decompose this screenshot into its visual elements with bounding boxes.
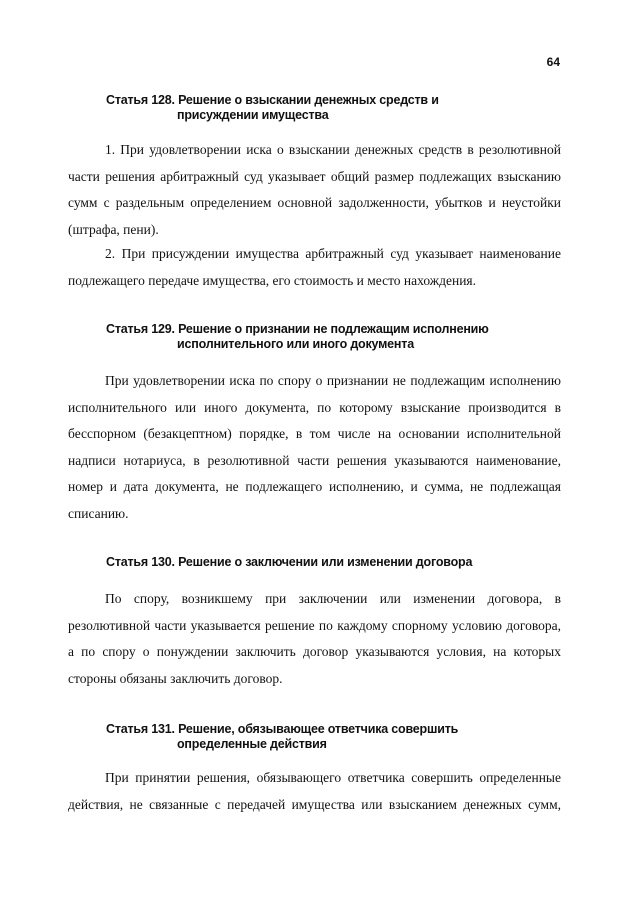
article-129-heading-line2: исполнительного или иного документа [177,337,414,351]
article-130-heading [106,555,546,570]
page-number: 64 [546,55,560,69]
article-130-paragraph-1: По спору, возникшему при заключении или изменении договора, в резолютивной части указывается решение по каждому спорному условию договора, а по спору о понуждении заключить договор указываются условия, на которых стороны обязаны заключить договор. [68,591,561,686]
article-130-heading-line1: Статья 130. Решение о заключении или изменении договора [106,555,473,569]
article-131-heading-line2: определенные действия [177,737,327,751]
article-128-heading-line1: Статья 128. Решение о взыскании денежных средств и [106,93,439,107]
article-129-heading-line1: Статья 129. Решение о признании не подлежащим исполнению [106,322,489,336]
article-129-paragraph-1: При удовлетворении иска по спору о признании не подлежащим исполнению исполнительного или иного документа, по которому взыскание производится в бесспорном (безакцептном) порядке, в том числе на основании исполнительной надписи нотариуса, в резолютивной части решения указываются наименование, номер и дата документа, не подлежащего исполнению, и сумма, не подлежащая списанию. [68,373,561,521]
article-131-heading [106,722,546,752]
article-129-heading [106,322,546,352]
article-131-paragraph-1: При принятии решения, обязывающего ответчика совершить определенные действия, не связанные с передачей имущества или взысканием денежных сумм, [68,770,561,812]
article-128-heading-line2: присуждении имущества [177,108,329,122]
article-128-paragraph-1: 1. При удовлетворении иска о взыскании денежных средств в резолютивной части решения арбитражный суд указывает общий размер подлежащих взысканию сумм с раздельным определением основной задолженности, убытков и неустойки (штрафа, пени). [68,142,561,237]
article-131-heading-line1: Статья 131. Решение, обязывающее ответчика совершить [106,722,459,736]
article-128-heading [106,93,546,123]
article-128-paragraph-2: 2. При присуждении имущества арбитражный суд указывает наименование подлежащего передаче имущества, его стоимость и место нахождения. [68,246,561,288]
